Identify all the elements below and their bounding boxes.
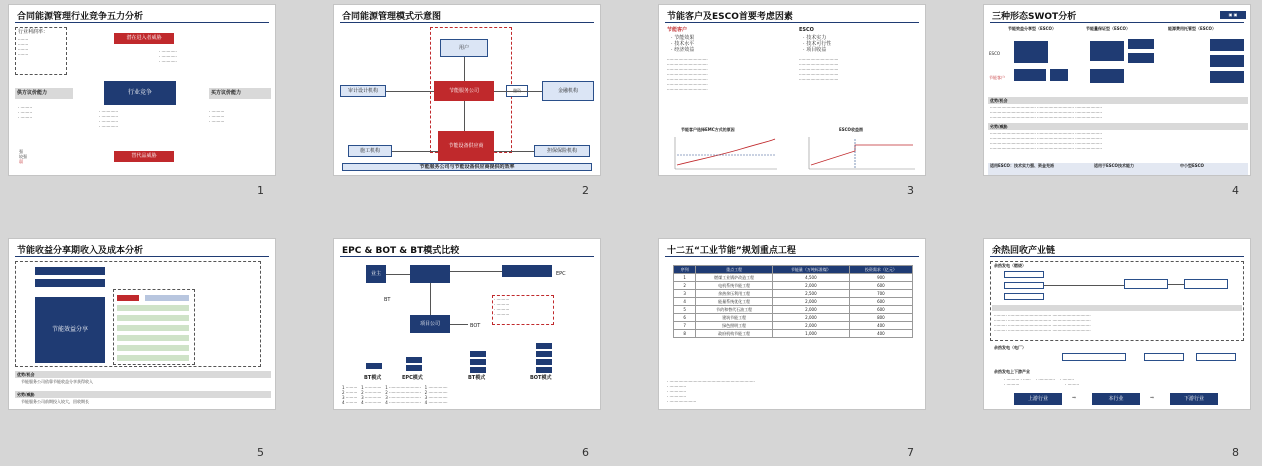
- table-cell: 2: [674, 282, 696, 290]
- label-bot: BOT: [470, 323, 481, 329]
- row-esco: ESCO: [989, 51, 1001, 56]
- slide-number-7: 7: [907, 446, 914, 459]
- slide-title: 合同能源管理行业竞争五力分析: [17, 12, 144, 22]
- slide-number-5: 5: [257, 446, 264, 459]
- node-equip: 节能设备供应商: [438, 131, 494, 161]
- section-strength-text: 节能服务公司依靠节能收益分享获得收入: [21, 379, 93, 384]
- footer-1: 适用ESCO：技术实力强、资金充裕: [990, 163, 1054, 168]
- flow-downstream: 下游行业: [1170, 393, 1218, 405]
- core-box: 节能效益分享: [35, 297, 105, 363]
- table-cell: 6: [674, 314, 696, 322]
- table-cell: 8: [674, 330, 696, 338]
- chart-left: [671, 135, 781, 173]
- table-row: [674, 290, 913, 298]
- segment-1: 余热发电（燃烧）: [994, 263, 1026, 268]
- chart-right-title: ESCO收益图: [839, 127, 863, 132]
- node-build: 施工机构: [348, 145, 392, 157]
- customer-head: 节能客户: [667, 27, 688, 33]
- node-insure: 担保保险机构: [534, 145, 590, 157]
- mode-1: BT模式: [364, 375, 382, 381]
- table-row: [674, 322, 913, 330]
- section-strength: 优势/机会: [988, 97, 1248, 104]
- section-weakness: 劣势/威胁: [15, 391, 271, 398]
- table-cell: 燃煤工业锅炉改造工程: [696, 274, 773, 282]
- table-cell: 余热余压利用工程: [696, 290, 773, 298]
- table-cell: 600: [849, 282, 912, 290]
- slide-title: 节能收益分享期收入及成本分析: [17, 246, 144, 256]
- slide-title: 合同能源管理模式示意图: [342, 12, 442, 22]
- legend-strong: 强: [19, 149, 23, 154]
- section-weakness: 劣势/威胁: [988, 123, 1248, 130]
- entrant-box: 潜在进入者威胁: [114, 33, 174, 44]
- slide-thumbnail-8[interactable]: 余热回收产业链 余热发电（燃烧） ·········· ·································· ······························ ·········· ·································· ······························ ·········· ·································· ······························ ·········· ·································· ······························ 余热发电（电厂） 余热发电上下游产业 · ·········· · ······ · ············· · ········· · ·········· · ········· 上游行业 本行业 下游行业 ➡ ➡: [983, 238, 1251, 410]
- table-cell: 1,000: [773, 330, 850, 338]
- table-cell: 绿色照明工程: [696, 322, 773, 330]
- rivalry-box: 行业竞争: [104, 81, 176, 105]
- table-cell: 建筑节能工程: [696, 314, 773, 322]
- segment-3: 余热发电上下游产业: [994, 369, 1030, 374]
- slide-title: 余热回收产业链: [992, 246, 1056, 256]
- node-audit: 审计设计机构: [340, 85, 386, 97]
- footer-3: 中小型ESCO: [1180, 163, 1204, 168]
- footer-2: 适用于ESCO技术能力: [1094, 163, 1134, 168]
- projects-table: [673, 265, 913, 338]
- table-cell: 4: [674, 298, 696, 306]
- label-bt: BT: [384, 297, 391, 303]
- legend-medium: 较强: [19, 154, 27, 159]
- col-header: 投资需求（亿元）: [849, 266, 912, 274]
- table-row: [674, 274, 913, 282]
- owner-box: 业主: [366, 265, 386, 283]
- slide-number-3: 3: [907, 184, 914, 197]
- table-cell: 600: [849, 298, 912, 306]
- table-cell: 政府机构节能工程: [696, 330, 773, 338]
- mode-3: BT模式: [468, 375, 486, 381]
- slide-thumbnail-7[interactable]: 十二五“工业节能”规划重点工程 序列 重点工程 节能量（万吨标准煤） 投资需求（亿元） 1 燃煤工业锅炉改造工程 4,500 900 2 电机系统节能工程 2,000 600 3 余热余压利用工程 2,500 700 4 能量系统优化工程 2,000 600 5 节约和替代石油工程 2,000 600 6 建筑节能工程 2,000 800 7 绿色照明工程 2,000 400 8 政府机构节能工程 1,000 400 · ··································································· · ············· · ············· · ············· · ·····················: [658, 238, 926, 410]
- table-cell: 900: [849, 274, 912, 282]
- table-cell: 800: [849, 314, 912, 322]
- col-3: 能源费用托管型（ESCO）: [1168, 26, 1216, 31]
- section-strength: 优势/机会: [15, 371, 271, 378]
- table-cell: 节约和替代石油工程: [696, 306, 773, 314]
- flow-current: 本行业: [1092, 393, 1140, 405]
- slide-title: 三种形态SWOT分析: [992, 12, 1077, 22]
- table-row: [674, 298, 913, 306]
- section-weakness-text: 节能服务公司前期投入较大，回收期长: [21, 399, 89, 404]
- slide-number-2: 2: [582, 184, 589, 197]
- node-finance: 金融机构: [542, 81, 594, 101]
- slide-number-1: 1: [257, 184, 264, 197]
- legend-weak: 弱: [19, 159, 23, 164]
- table-cell: 能量系统优化工程: [696, 298, 773, 306]
- col-1: 节能效益分享型（ESCO）: [1008, 26, 1056, 31]
- table-cell: 2,500: [773, 290, 850, 298]
- slide-thumbnail-1[interactable]: 合同能源管理行业竞争五力分析 行业利润率： ········ ········ ········ ········ 潜在进入者威胁 · ············ · ············ · ············ 供方议价能力 行业竞争 买方议价能力 · ········· · ········· · ········· · ············· · ············· · ············· · ············· · ·········· · ·········· · ·········· 替代品威胁 强 较强 弱: [8, 4, 276, 176]
- esco-head: ESCO: [799, 27, 814, 33]
- table-row: [674, 330, 913, 338]
- supplier-box: 供方议价能力: [15, 88, 73, 99]
- diagram-footer: 节能服务公司与节能设备供应商提供的效率: [342, 163, 592, 171]
- table-cell: 2,000: [773, 322, 850, 330]
- slide-thumbnail-3[interactable]: 节能客户及ESCO首要考虑因素 节能客户 · 节能效果 · 技术水平 · 经济效益 ································ ································ ································ ································ ································ ································ ································ ESCO · 技术实力 · 技术可行性 · 项目收益 ······························· ······························· ······························· ······························· ······························· 节能客户选择EMC方式的原因 ESCO收益图: [658, 4, 926, 176]
- substitute-box: 替代品威胁: [114, 151, 174, 162]
- segment-2: 余热发电（电厂）: [994, 345, 1026, 350]
- table-row: [674, 306, 913, 314]
- slide-number-8: 8: [1232, 446, 1239, 459]
- flow-upstream: 上游行业: [1014, 393, 1062, 405]
- table-cell: 2,000: [773, 314, 850, 322]
- table-cell: 5: [674, 306, 696, 314]
- col-header: 节能量（万吨标准煤）: [773, 266, 850, 274]
- current-label: 行业利润率：: [18, 29, 49, 35]
- slide-title: 十二五“工业节能”规划重点工程: [667, 246, 796, 256]
- table-cell: 2,000: [773, 306, 850, 314]
- slide-thumbnail-2[interactable]: [333, 4, 601, 176]
- node-esco: 节能服务公司: [434, 81, 494, 101]
- company-box: 项目公司: [410, 315, 450, 333]
- row-customer: 节能客户: [989, 75, 1005, 80]
- slide-thumbnail-6[interactable]: EPC & BOT & BT模式比较 业主 EPC BT 项目公司 BOT · ·········· · ·········· · ·········· · ·········· BT模式 EPC模式 BT模式 BOT模式 1 ········· 1 ············· 1 ························· 1 ··············· 2 ········· 2 ············· 2 ························· 2 ··············· 3 ········· 3 ············· 3 ························· 3 ··············· 4 ········· 4 ············· 4 ························· 4 ···············: [333, 238, 601, 410]
- table-cell: 7: [674, 322, 696, 330]
- chart-right: [805, 135, 919, 173]
- table-cell: 1: [674, 274, 696, 282]
- node-user: 用户: [440, 39, 488, 57]
- label-epc: EPC: [556, 271, 566, 277]
- table-row: [674, 314, 913, 322]
- slide-thumbnail-5[interactable]: [8, 238, 276, 410]
- slide-title: EPC & BOT & BT模式比较: [342, 246, 460, 256]
- slide-title: 节能客户及ESCO首要考虑因素: [667, 12, 793, 22]
- col-header: 序列: [674, 266, 696, 274]
- chart-left-title: 节能客户选择EMC方式的原因: [681, 127, 735, 132]
- table-cell: 3: [674, 290, 696, 298]
- mode-4: BOT模式: [530, 375, 552, 381]
- col-header: 重点工程: [696, 266, 773, 274]
- slide-thumbnail-4[interactable]: 三种形态SWOT分析 ▣ ▣ 节能效益分享型（ESCO） 节能量保证型（ESCO） 能源费用托管型（ESCO） ESCO 节能客户 优势/机会 ···································· ····························· ····················· ···································· ····························· ····················· ···································· ····························· ····················· 劣势/威胁 ···································· ····························· ····················· ···································· ····························· ····················· ···································· ····························· ····················· ···································· ····························· ····················· 适用ESCO：技术实力强、资金充裕 适用于ESCO技术能力 中小型ESCO: [983, 4, 1251, 176]
- slide-number-6: 6: [582, 446, 589, 459]
- table-cell: 2,000: [773, 282, 850, 290]
- table-cell: 600: [849, 306, 912, 314]
- col-2: 节能量保证型（ESCO）: [1086, 26, 1130, 31]
- table-cell: 4,500: [773, 274, 850, 282]
- table-cell: 2,000: [773, 298, 850, 306]
- slide-number-4: 4: [1232, 184, 1239, 197]
- table-cell: 400: [849, 330, 912, 338]
- table-row: [674, 282, 913, 290]
- table-cell: 电机系统节能工程: [696, 282, 773, 290]
- table-cell: 700: [849, 290, 912, 298]
- mode-2: EPC模式: [402, 375, 423, 381]
- buyer-box: 买方议价能力: [209, 88, 271, 99]
- table-cell: 400: [849, 322, 912, 330]
